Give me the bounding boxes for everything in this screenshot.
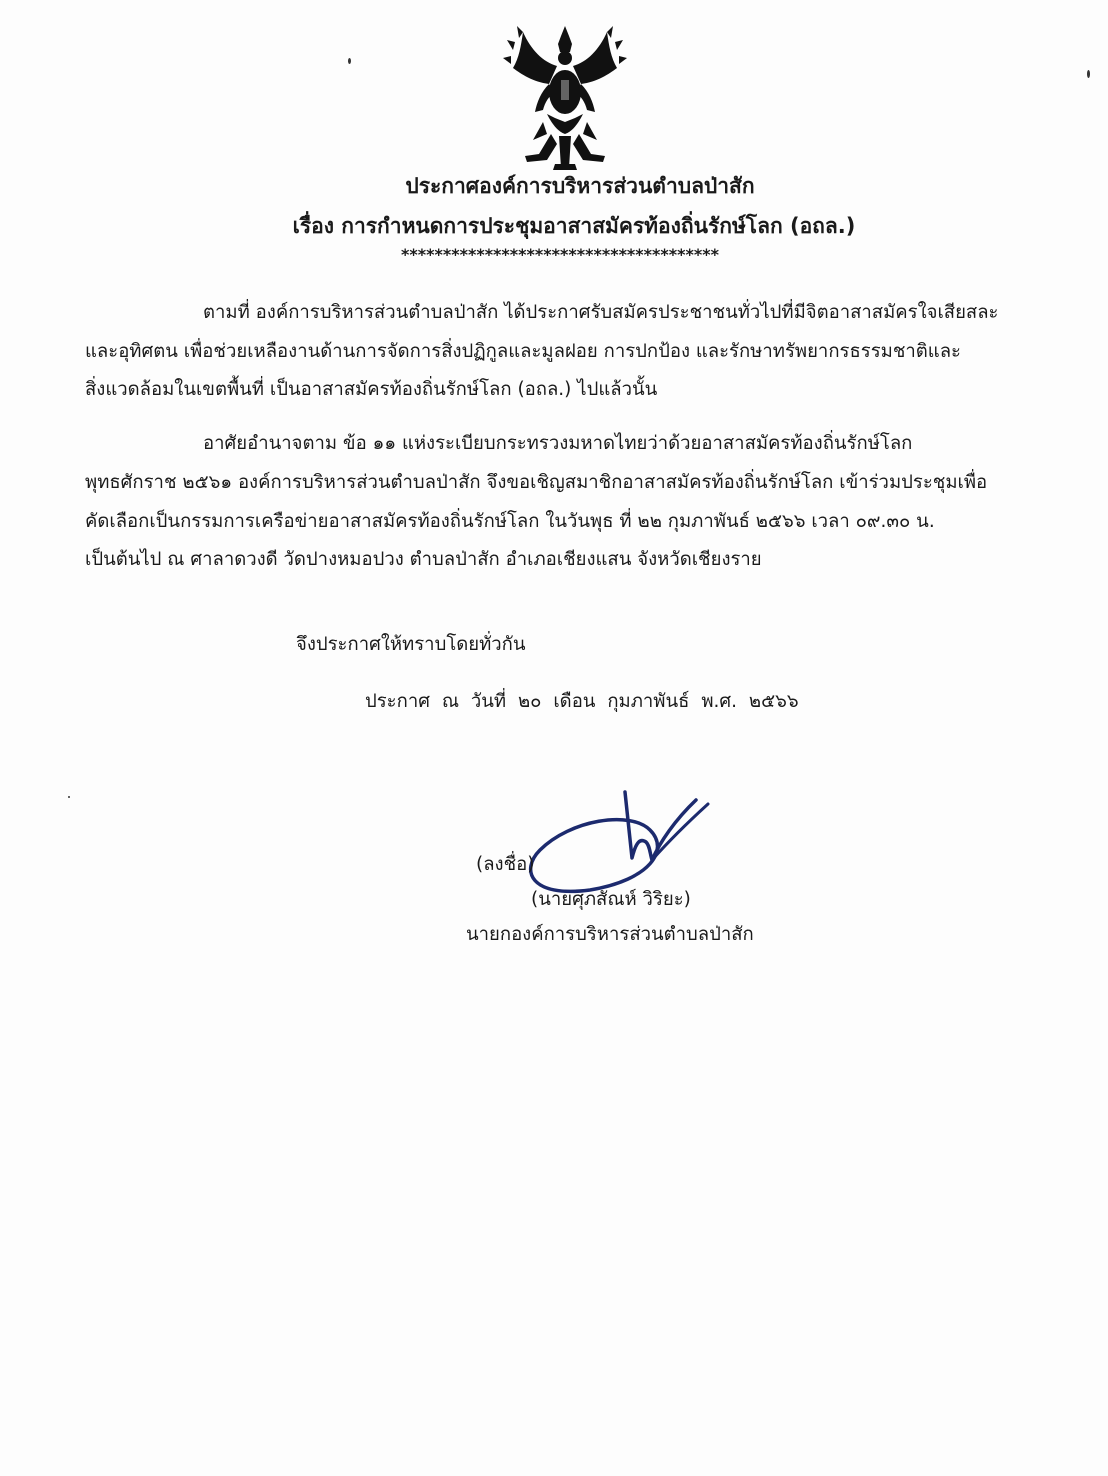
handwritten-signature-icon — [500, 780, 730, 900]
scan-speck — [348, 58, 351, 64]
scan-speck — [1087, 70, 1090, 78]
announcement-subject: เรื่อง การกำหนดการประชุมอาสาสมัครท้องถิ่นรักษ์โลก (อถล.) — [292, 214, 856, 238]
signatory-name: (นายศุภสัณห์ วิริยะ) — [531, 889, 691, 910]
closing-statement: จึงประกาศให้ทราบโดยทั่วกัน — [296, 634, 526, 655]
announcement-title: ประกาศองค์การบริหารส่วนตำบลป่าสัก — [405, 174, 755, 198]
signature-label: (ลงชื่อ) — [476, 854, 535, 875]
paragraph-1-line-1: ตามที่ องค์การบริหารส่วนตำบลป่าสัก ได้ประกาศรับสมัครประชาชนทั่วไปที่มีจิตอาสาสมัครใจเสียสละ — [203, 302, 999, 323]
paragraph-1-line-2: และอุทิศตน เพื่อช่วยเหลืองานด้านการจัดการสิ่งปฏิกูลและมูลฝอย การปกป้อง และรักษาทรัพยากรธรรมชาติและ — [85, 341, 961, 362]
paragraph-2-line-4: เป็นต้นไป ณ ศาลาดวงดี วัดปางหมอปวง ตำบลป่าสัก อำเภอเชียงแสน จังหวัดเชียงราย — [85, 549, 762, 570]
header-divider: ************************************** — [401, 245, 719, 264]
garuda-emblem-icon — [503, 22, 627, 172]
paragraph-1-line-3: สิ่งแวดล้อมในเขตพื้นที่ เป็นอาสาสมัครท้องถิ่นรักษ์โลก (อถล.) ไปแล้วนั้น — [85, 379, 658, 400]
signatory-position: นายกองค์การบริหารส่วนตำบลป่าสัก — [466, 924, 754, 945]
paragraph-2-line-3: คัดเลือกเป็นกรรมการเครือข่ายอาสาสมัครท้องถิ่นรักษ์โลก ในวันพุธ ที่ ๒๒ กุมภาพันธ์ ๒๕๖๖ เวลา ๐๙.๓๐ น. — [85, 511, 935, 532]
paragraph-2-line-2: พุทธศักราช ๒๕๖๑ องค์การบริหารส่วนตำบลป่าสัก จึงขอเชิญสมาชิกอาสาสมัครท้องถิ่นรักษ์โลก เข้าร่วมประชุมเพื่อ — [85, 472, 988, 493]
scan-speck — [68, 796, 70, 798]
announcement-date: ประกาศ ณ วันที่ ๒๐ เดือน กุมภาพันธ์ พ.ศ. ๒๕๖๖ — [365, 691, 799, 712]
paragraph-2-line-1: อาศัยอำนาจตาม ข้อ ๑๑ แห่งระเบียบกระทรวงมหาดไทยว่าด้วยอาสาสมัครท้องถิ่นรักษ์โลก — [203, 433, 913, 454]
